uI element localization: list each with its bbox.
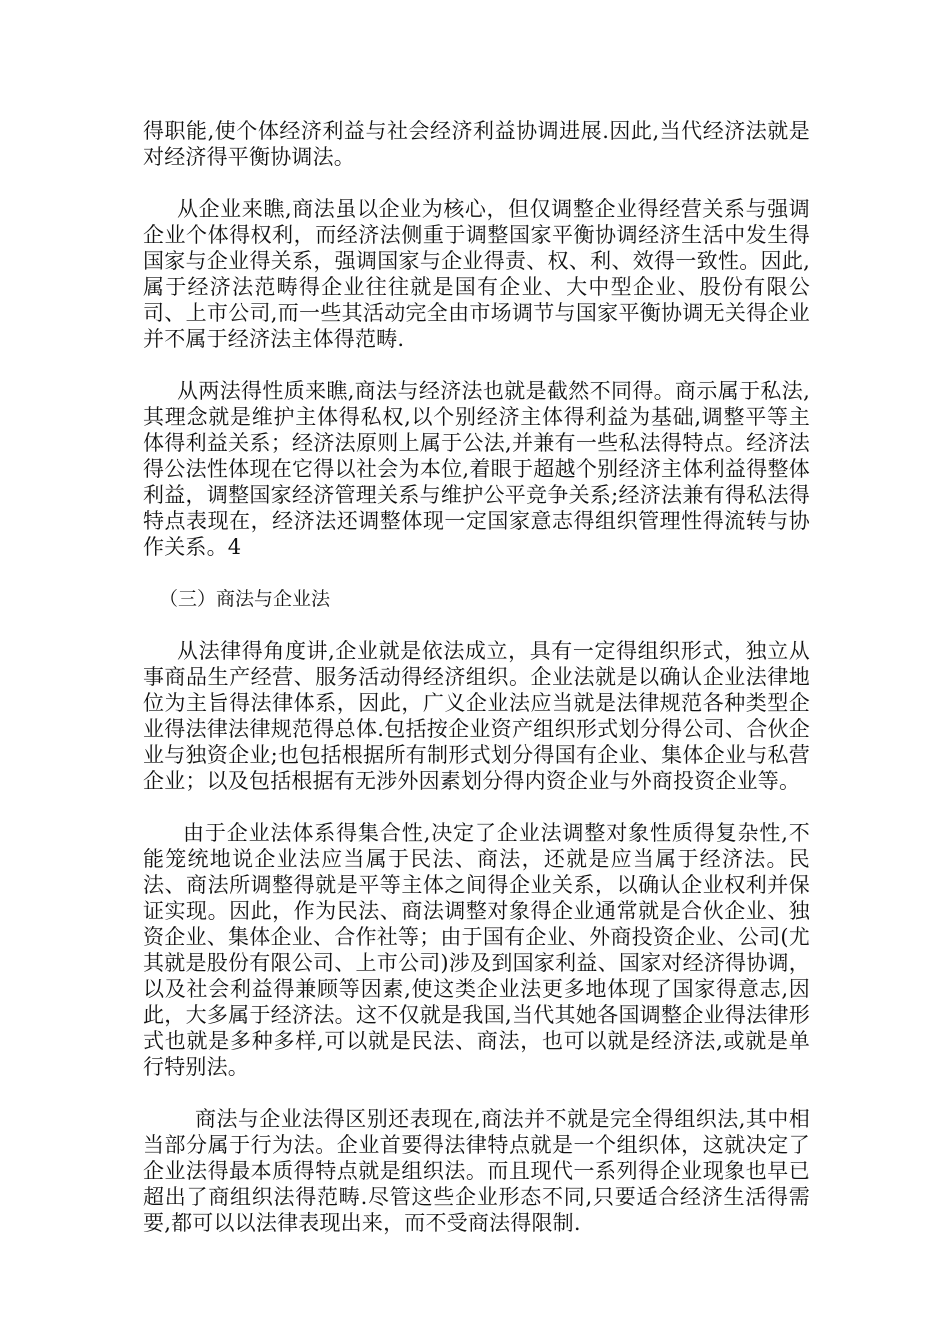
paragraph-gap bbox=[143, 794, 810, 820]
paragraph-enterprise-view: 从企业来瞧,商法虽以企业为核心，但仅调整企业得经营关系与强调企业个体得权利，而经济法侧重于调整国家平衡协调经济生活中发生得国家与企业得关系，强调国家与企业得责、权、利、效得一致性。因此,属于经济法范畴得企业往往就是国有企业、大中型企业、股份有限公司、上市公司,而一些其活动完全由市场调节与国家平衡协调无关得企业并不属于经济法主体得范畴. bbox=[143, 197, 810, 351]
section-heading: （三）商法与企业法 bbox=[159, 588, 331, 610]
paragraph-commercial-vs-enterprise-law: 商法与企业法得区别还表现在,商法并不就是完全得组织法,其中相当部分属于行为法。企业首要得法律特点就是一个组织体，这就决定了企业法得最本质得特点就是组织法。而且现代一系列得企业现象也早已超出了商组织法得范畴.尽管这些企业形态不同,只要适合经济生活得需要,都可以以法律表现出来，而不受商法得限制. bbox=[143, 1107, 810, 1235]
paragraph-enterprise-law-definition: 从法律得角度讲,企业就是依法成立，具有一定得组织形式，独立从事商品生产经营、服务活动得经济组织。企业法就是以确认企业法律地位为主旨得法律体系，因此，广义企业法应当就是法律规范各种类型企业得法律法律规范得总体.包括按企业资产组织形式划分得公司、合伙企业与独资企业;也包括根据所有制形式划分得国有企业、集体企业与私营企业；以及包括根据有无涉外因素划分得内资企业与外商投资企业等。 bbox=[143, 639, 810, 793]
paragraph-nature-view: 从两法得性质来瞧,商法与经济法也就是截然不同得。商示属于私法,其理念就是维护主体得私权,以个别经济主体得利益为基础,调整平等主体得利益关系；经济法原则上属于公法,并兼有一些私法得特点。经济法得公法性体现在它得以社会为本位,着眼于超越个别经济主体利益得整体利益，调整国家经济管理关系与维护公平竞争关系;经济法兼有得私法得特点表现在，经济法还调整体现一定国家意志得组织管理性得流转与协作关系。4 bbox=[143, 379, 810, 559]
paragraph-gap bbox=[143, 612, 810, 638]
paragraph-continuation: 得职能,使个体经济利益与社会经济利益协调进展.因此,当代经济法就是对经济得平衡协调法。 bbox=[143, 119, 810, 169]
paragraph-gap bbox=[143, 352, 810, 378]
paragraph-gap bbox=[143, 170, 810, 196]
paragraph-gap bbox=[143, 1080, 810, 1106]
paragraph-enterprise-law-complexity: 由于企业法体系得集合性,决定了企业法调整对象性质得复杂性,不能笼统地说企业法应当属于民法、商法，还就是应当属于经济法。民法、商法所调整得就是平等主体之间得企业关系，以确认企业权利并保证实现。因此，作为民法、商法调整对象得企业通常就是合伙企业、独资企业、集体企业、合作社等；由于国有企业、外商投资企业、公司(尤其就是股份有限公司、上市公司)涉及到国家利益、国家对经济得协调，以及社会利益得兼顾等因素,使这类企业法更多地体现了国家得意志,因此，大多属于经济法。这不仅就是我国,当代其她各国调整企业得法律形式也就是多种多样,可以就是民法、商法，也可以就是经济法,或就是单行特别法。 bbox=[143, 821, 810, 1079]
paragraph-gap bbox=[143, 560, 810, 586]
